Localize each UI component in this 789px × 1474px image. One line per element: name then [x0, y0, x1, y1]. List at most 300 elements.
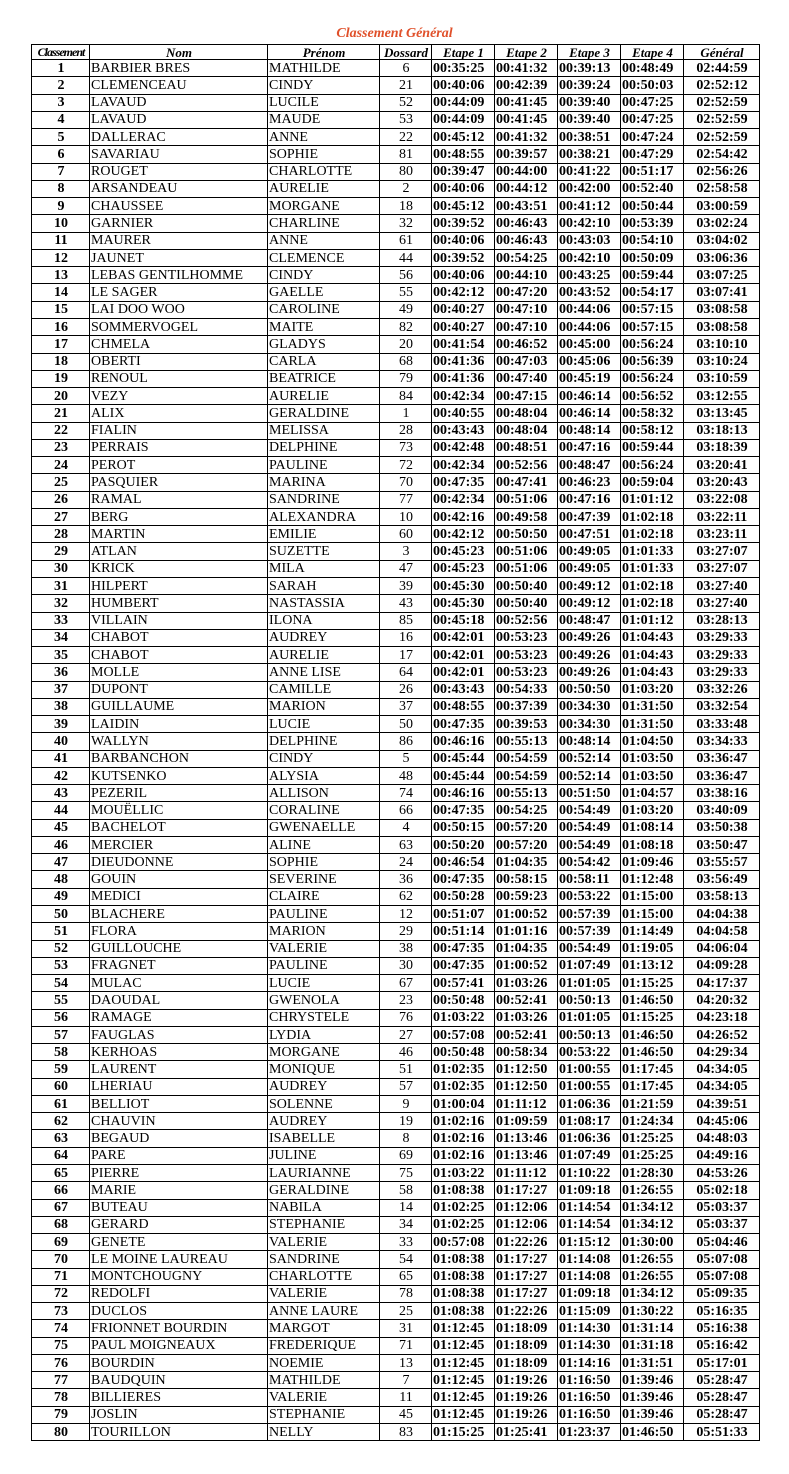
cell-prenom: AUDREY [268, 1113, 380, 1130]
cell-etape-1: 00:51:07 [432, 906, 495, 923]
cell-nom: DUCLOS [90, 1303, 268, 1320]
cell-etape-4: 00:54:17 [621, 284, 684, 301]
table-row [32, 111, 760, 128]
table-row [32, 284, 760, 301]
cell-etape-4: 01:01:33 [621, 543, 684, 560]
cell-etape-1: 01:02:16 [432, 1130, 495, 1147]
cell-general: 03:20:43 [684, 474, 760, 491]
cell-etape-4: 01:08:18 [621, 836, 684, 853]
cell-etape-1: 01:08:38 [432, 1303, 495, 1320]
cell-nom: MARTIN [90, 526, 268, 543]
cell-etape-2: 00:57:20 [495, 836, 558, 853]
cell-etape-2: 00:51:06 [495, 491, 558, 508]
cell-etape-4: 01:21:59 [621, 1095, 684, 1112]
table-row [32, 215, 760, 232]
cell-etape-1: 00:44:09 [432, 111, 495, 128]
cell-etape-3: 00:58:11 [558, 871, 621, 888]
cell-general: 03:10:24 [684, 353, 760, 370]
cell-nom: CHAUSSEE [90, 198, 268, 215]
cell-general: 05:16:35 [684, 1303, 760, 1320]
cell-dossard: 77 [380, 491, 432, 508]
cell-nom: MERCIER [90, 836, 268, 853]
cell-general: 03:50:38 [684, 819, 760, 836]
cell-general: 04:26:52 [684, 1026, 760, 1043]
cell-general: 05:09:35 [684, 1285, 760, 1302]
cell-rank: 57 [32, 1026, 90, 1043]
cell-etape-3: 00:49:12 [558, 595, 621, 612]
cell-etape-4: 00:56:52 [621, 388, 684, 405]
cell-etape-2: 01:11:12 [495, 1095, 558, 1112]
cell-general: 03:02:24 [684, 215, 760, 232]
cell-nom: FLORA [90, 923, 268, 940]
cell-general: 05:03:37 [684, 1216, 760, 1233]
cell-etape-1: 01:08:38 [432, 1268, 495, 1285]
cell-etape-4: 01:31:14 [621, 1320, 684, 1337]
cell-etape-1: 00:57:08 [432, 1026, 495, 1043]
header-etape-4: Etape 4 [621, 45, 684, 60]
cell-general: 02:54:42 [684, 146, 760, 163]
cell-etape-2: 00:54:25 [495, 249, 558, 266]
cell-etape-3: 00:50:13 [558, 1026, 621, 1043]
cell-etape-4: 01:30:00 [621, 1234, 684, 1251]
cell-prenom: ALEXANDRA [268, 508, 380, 525]
cell-etape-2: 01:18:09 [495, 1337, 558, 1354]
cell-rank: 78 [32, 1389, 90, 1406]
page-title: Classement Général [336, 26, 453, 41]
cell-rank: 77 [32, 1372, 90, 1389]
cell-nom: VILLAIN [90, 612, 268, 629]
cell-nom: DUPONT [90, 681, 268, 698]
cell-prenom: JULINE [268, 1147, 380, 1164]
cell-etape-2: 00:47:20 [495, 284, 558, 301]
cell-etape-2: 00:55:13 [495, 785, 558, 802]
cell-etape-2: 01:12:50 [495, 1078, 558, 1095]
cell-dossard: 13 [380, 1354, 432, 1371]
cell-general: 03:18:39 [684, 439, 760, 456]
cell-dossard: 28 [380, 422, 432, 439]
cell-etape-1: 00:45:12 [432, 198, 495, 215]
cell-dossard: 72 [380, 457, 432, 474]
table-row [32, 129, 760, 146]
cell-etape-1: 01:08:38 [432, 1182, 495, 1199]
cell-dossard: 80 [380, 163, 432, 180]
cell-etape-3: 01:14:08 [558, 1251, 621, 1268]
cell-rank: 51 [32, 923, 90, 940]
cell-rank: 41 [32, 750, 90, 767]
cell-rank: 75 [32, 1337, 90, 1354]
cell-general: 03:40:09 [684, 802, 760, 819]
cell-dossard: 67 [380, 975, 432, 992]
cell-prenom: ILONA [268, 612, 380, 629]
cell-general: 03:10:59 [684, 370, 760, 387]
cell-etape-3: 00:41:22 [558, 163, 621, 180]
cell-etape-1: 00:45:44 [432, 750, 495, 767]
cell-etape-1: 00:43:43 [432, 422, 495, 439]
cell-general: 03:28:13 [684, 612, 760, 629]
cell-etape-2: 01:11:12 [495, 1165, 558, 1182]
cell-nom: VEZY [90, 388, 268, 405]
cell-prenom: CINDY [268, 750, 380, 767]
cell-dossard: 60 [380, 526, 432, 543]
cell-etape-3: 00:39:24 [558, 77, 621, 94]
cell-prenom: ALLISON [268, 785, 380, 802]
cell-etape-2: 00:41:45 [495, 94, 558, 111]
cell-nom: CHABOT [90, 647, 268, 664]
cell-etape-4: 01:13:12 [621, 957, 684, 974]
cell-rank: 45 [32, 819, 90, 836]
cell-nom: DIEUDONNE [90, 854, 268, 871]
table-row [32, 1199, 760, 1216]
cell-etape-4: 01:15:00 [621, 888, 684, 905]
cell-etape-1: 00:40:06 [432, 232, 495, 249]
cell-etape-4: 01:34:12 [621, 1199, 684, 1216]
cell-prenom: CINDY [268, 267, 380, 284]
cell-etape-3: 00:53:22 [558, 888, 621, 905]
cell-nom: BARBIER BRES [90, 60, 268, 77]
cell-prenom: CAMILLE [268, 681, 380, 698]
cell-prenom: ALINE [268, 836, 380, 853]
cell-prenom: LUCIE [268, 975, 380, 992]
cell-etape-2: 01:12:06 [495, 1199, 558, 1216]
cell-etape-1: 00:57:08 [432, 1234, 495, 1251]
cell-nom: MEDICI [90, 888, 268, 905]
cell-etape-4: 01:15:25 [621, 1009, 684, 1026]
cell-dossard: 53 [380, 111, 432, 128]
cell-dossard: 82 [380, 318, 432, 335]
cell-etape-2: 00:58:15 [495, 871, 558, 888]
cell-etape-2: 00:52:56 [495, 457, 558, 474]
cell-etape-4: 01:09:46 [621, 854, 684, 871]
cell-etape-3: 00:46:23 [558, 474, 621, 491]
cell-nom: CHAUVIN [90, 1113, 268, 1130]
cell-prenom: PAULINE [268, 957, 380, 974]
cell-etape-3: 00:42:10 [558, 215, 621, 232]
cell-etape-3: 00:42:00 [558, 180, 621, 197]
cell-general: 03:56:49 [684, 871, 760, 888]
cell-etape-4: 01:14:49 [621, 923, 684, 940]
cell-etape-2: 01:03:26 [495, 1009, 558, 1026]
cell-rank: 34 [32, 629, 90, 646]
cell-prenom: SOLENNE [268, 1095, 380, 1112]
cell-etape-2: 00:41:45 [495, 111, 558, 128]
cell-dossard: 24 [380, 854, 432, 871]
cell-etape-4: 01:04:43 [621, 664, 684, 681]
cell-rank: 9 [32, 198, 90, 215]
table-row [32, 1026, 760, 1043]
cell-nom: LAURENT [90, 1061, 268, 1078]
cell-etape-1: 00:42:12 [432, 284, 495, 301]
cell-etape-2: 00:47:15 [495, 388, 558, 405]
cell-dossard: 52 [380, 94, 432, 111]
cell-etape-2: 00:49:58 [495, 508, 558, 525]
cell-nom: BACHELOT [90, 819, 268, 836]
cell-nom: CHABOT [90, 629, 268, 646]
table-row [32, 301, 760, 318]
cell-etape-4: 01:04:43 [621, 629, 684, 646]
cell-etape-2: 00:51:06 [495, 560, 558, 577]
cell-prenom: VALERIE [268, 940, 380, 957]
cell-dossard: 43 [380, 595, 432, 612]
cell-prenom: MELISSA [268, 422, 380, 439]
cell-etape-1: 00:57:41 [432, 975, 495, 992]
cell-etape-2: 00:39:53 [495, 716, 558, 733]
table-row [32, 940, 760, 957]
cell-etape-1: 00:42:12 [432, 526, 495, 543]
cell-etape-2: 01:12:50 [495, 1061, 558, 1078]
cell-etape-1: 00:50:48 [432, 1044, 495, 1061]
cell-etape-1: 01:02:35 [432, 1061, 495, 1078]
table-row [32, 629, 760, 646]
table-row [32, 232, 760, 249]
cell-dossard: 84 [380, 388, 432, 405]
cell-dossard: 66 [380, 802, 432, 819]
cell-rank: 66 [32, 1182, 90, 1199]
cell-general: 04:48:03 [684, 1130, 760, 1147]
cell-etape-3: 01:14:08 [558, 1268, 621, 1285]
cell-etape-2: 01:09:59 [495, 1113, 558, 1130]
cell-etape-3: 00:52:14 [558, 750, 621, 767]
cell-rank: 27 [32, 508, 90, 525]
cell-general: 03:50:47 [684, 836, 760, 853]
cell-rank: 58 [32, 1044, 90, 1061]
cell-etape-1: 00:50:20 [432, 836, 495, 853]
cell-nom: GUILLOUCHE [90, 940, 268, 957]
cell-etape-3: 01:16:50 [558, 1389, 621, 1406]
table-row [32, 612, 760, 629]
cell-dossard: 73 [380, 439, 432, 456]
cell-nom: LAIDIN [90, 716, 268, 733]
cell-etape-2: 00:52:41 [495, 1026, 558, 1043]
cell-nom: HUMBERT [90, 595, 268, 612]
cell-general: 02:56:26 [684, 163, 760, 180]
cell-etape-2: 00:47:40 [495, 370, 558, 387]
cell-etape-2: 00:52:56 [495, 612, 558, 629]
cell-etape-2: 00:47:41 [495, 474, 558, 491]
cell-rank: 52 [32, 940, 90, 957]
cell-nom: LAVAUD [90, 94, 268, 111]
table-row [32, 198, 760, 215]
cell-etape-1: 00:50:15 [432, 819, 495, 836]
cell-prenom: CLEMENCE [268, 249, 380, 266]
table-row [32, 664, 760, 681]
cell-nom: ROUGET [90, 163, 268, 180]
cell-etape-3: 00:48:47 [558, 612, 621, 629]
cell-rank: 64 [32, 1147, 90, 1164]
table-row [32, 439, 760, 456]
cell-general: 02:58:58 [684, 180, 760, 197]
cell-etape-1: 00:46:16 [432, 785, 495, 802]
cell-general: 05:02:18 [684, 1182, 760, 1199]
cell-etape-3: 01:14:30 [558, 1337, 621, 1354]
cell-etape-2: 01:13:46 [495, 1147, 558, 1164]
cell-etape-3: 00:34:30 [558, 698, 621, 715]
cell-etape-3: 00:39:13 [558, 60, 621, 77]
table-row [32, 146, 760, 163]
cell-dossard: 51 [380, 1061, 432, 1078]
table-row [32, 1061, 760, 1078]
cell-dossard: 16 [380, 629, 432, 646]
cell-etape-2: 01:18:09 [495, 1354, 558, 1371]
cell-nom: JOSLIN [90, 1406, 268, 1423]
cell-etape-4: 00:56:39 [621, 353, 684, 370]
table-row [32, 318, 760, 335]
cell-etape-1: 00:40:55 [432, 405, 495, 422]
cell-nom: GUILLAUME [90, 698, 268, 715]
table-row [32, 491, 760, 508]
cell-prenom: CARLA [268, 353, 380, 370]
cell-etape-3: 01:16:50 [558, 1406, 621, 1423]
cell-dossard: 49 [380, 301, 432, 318]
cell-rank: 5 [32, 129, 90, 146]
cell-nom: FIALIN [90, 422, 268, 439]
cell-etape-3: 00:39:40 [558, 94, 621, 111]
cell-prenom: MAITE [268, 318, 380, 335]
cell-rank: 55 [32, 992, 90, 1009]
table-row [32, 1406, 760, 1423]
cell-etape-4: 01:08:14 [621, 819, 684, 836]
cell-etape-3: 00:50:13 [558, 992, 621, 1009]
cell-etape-1: 00:42:01 [432, 647, 495, 664]
cell-prenom: ANNE [268, 129, 380, 146]
table-row [32, 1044, 760, 1061]
cell-general: 03:12:55 [684, 388, 760, 405]
cell-prenom: GLADYS [268, 336, 380, 353]
cell-prenom: MARION [268, 698, 380, 715]
cell-prenom: CHARLOTTE [268, 163, 380, 180]
cell-etape-1: 01:15:25 [432, 1423, 495, 1440]
cell-dossard: 17 [380, 647, 432, 664]
cell-etape-3: 00:53:22 [558, 1044, 621, 1061]
cell-rank: 59 [32, 1061, 90, 1078]
table-row [32, 906, 760, 923]
cell-etape-2: 01:19:26 [495, 1406, 558, 1423]
cell-general: 05:16:38 [684, 1320, 760, 1337]
cell-general: 03:36:47 [684, 750, 760, 767]
cell-rank: 23 [32, 439, 90, 456]
cell-etape-3: 00:48:47 [558, 457, 621, 474]
cell-etape-3: 01:15:09 [558, 1303, 621, 1320]
cell-nom: OBERTI [90, 353, 268, 370]
cell-etape-4: 01:46:50 [621, 1423, 684, 1440]
cell-etape-2: 00:41:32 [495, 60, 558, 77]
cell-prenom: ANNE LISE [268, 664, 380, 681]
cell-etape-4: 00:59:44 [621, 267, 684, 284]
table-row [32, 457, 760, 474]
cell-nom: FAUGLAS [90, 1026, 268, 1043]
cell-prenom: GERALDINE [268, 405, 380, 422]
cell-dossard: 19 [380, 1113, 432, 1130]
cell-etape-1: 00:47:35 [432, 716, 495, 733]
cell-etape-3: 00:49:12 [558, 577, 621, 594]
cell-etape-4: 00:59:44 [621, 439, 684, 456]
cell-rank: 1 [32, 60, 90, 77]
cell-etape-4: 01:31:50 [621, 698, 684, 715]
cell-dossard: 8 [380, 1130, 432, 1147]
cell-etape-2: 01:18:09 [495, 1320, 558, 1337]
cell-rank: 44 [32, 802, 90, 819]
cell-etape-2: 00:53:23 [495, 629, 558, 646]
cell-rank: 20 [32, 388, 90, 405]
cell-etape-3: 01:00:55 [558, 1061, 621, 1078]
cell-etape-1: 00:35:25 [432, 60, 495, 77]
cell-nom: SOMMERVOGEL [90, 318, 268, 335]
cell-dossard: 39 [380, 577, 432, 594]
cell-etape-4: 00:47:29 [621, 146, 684, 163]
cell-etape-3: 00:47:39 [558, 508, 621, 525]
cell-etape-2: 00:44:12 [495, 180, 558, 197]
cell-prenom: CINDY [268, 77, 380, 94]
cell-etape-2: 00:57:20 [495, 819, 558, 836]
cell-etape-1: 00:39:52 [432, 249, 495, 266]
cell-rank: 12 [32, 249, 90, 266]
cell-dossard: 64 [380, 664, 432, 681]
cell-prenom: CHRYSTELE [268, 1009, 380, 1026]
cell-etape-2: 00:59:23 [495, 888, 558, 905]
table-row [32, 1303, 760, 1320]
cell-etape-1: 00:42:34 [432, 457, 495, 474]
cell-rank: 50 [32, 906, 90, 923]
cell-general: 03:38:16 [684, 785, 760, 802]
cell-dossard: 14 [380, 1199, 432, 1216]
cell-etape-3: 01:01:05 [558, 975, 621, 992]
table-row [32, 595, 760, 612]
cell-etape-4: 01:39:46 [621, 1372, 684, 1389]
cell-etape-3: 00:54:49 [558, 819, 621, 836]
table-row [32, 163, 760, 180]
cell-etape-1: 00:45:30 [432, 577, 495, 594]
cell-dossard: 2 [380, 180, 432, 197]
table-row [32, 543, 760, 560]
cell-rank: 16 [32, 318, 90, 335]
cell-nom: PAUL MOIGNEAUX [90, 1337, 268, 1354]
cell-general: 05:51:33 [684, 1423, 760, 1440]
cell-etape-4: 01:34:12 [621, 1216, 684, 1233]
cell-general: 03:18:13 [684, 422, 760, 439]
cell-general: 03:32:54 [684, 698, 760, 715]
header-dossard: Dossard [380, 45, 432, 60]
cell-nom: PERRAIS [90, 439, 268, 456]
cell-nom: ATLAN [90, 543, 268, 560]
table-row [32, 802, 760, 819]
table-row [32, 353, 760, 370]
cell-dossard: 10 [380, 508, 432, 525]
cell-etape-3: 00:54:49 [558, 836, 621, 853]
cell-rank: 71 [32, 1268, 90, 1285]
cell-dossard: 20 [380, 336, 432, 353]
cell-nom: GARNIER [90, 215, 268, 232]
cell-rank: 24 [32, 457, 90, 474]
cell-prenom: SANDRINE [268, 1251, 380, 1268]
cell-etape-3: 00:39:40 [558, 111, 621, 128]
cell-dossard: 27 [380, 1026, 432, 1043]
cell-prenom: NOEMIE [268, 1354, 380, 1371]
cell-etape-1: 00:40:06 [432, 77, 495, 94]
cell-etape-3: 00:44:06 [558, 301, 621, 318]
cell-dossard: 31 [380, 1320, 432, 1337]
cell-rank: 2 [32, 77, 90, 94]
cell-nom: MAURER [90, 232, 268, 249]
table-row [32, 422, 760, 439]
cell-etape-4: 01:34:12 [621, 1285, 684, 1302]
cell-etape-4: 01:04:50 [621, 733, 684, 750]
cell-dossard: 32 [380, 215, 432, 232]
cell-nom: LAI DOO WOO [90, 301, 268, 318]
cell-prenom: MILA [268, 560, 380, 577]
cell-etape-1: 00:41:54 [432, 336, 495, 353]
cell-etape-2: 00:50:40 [495, 577, 558, 594]
cell-nom: MOUËLLIC [90, 802, 268, 819]
cell-rank: 38 [32, 698, 90, 715]
